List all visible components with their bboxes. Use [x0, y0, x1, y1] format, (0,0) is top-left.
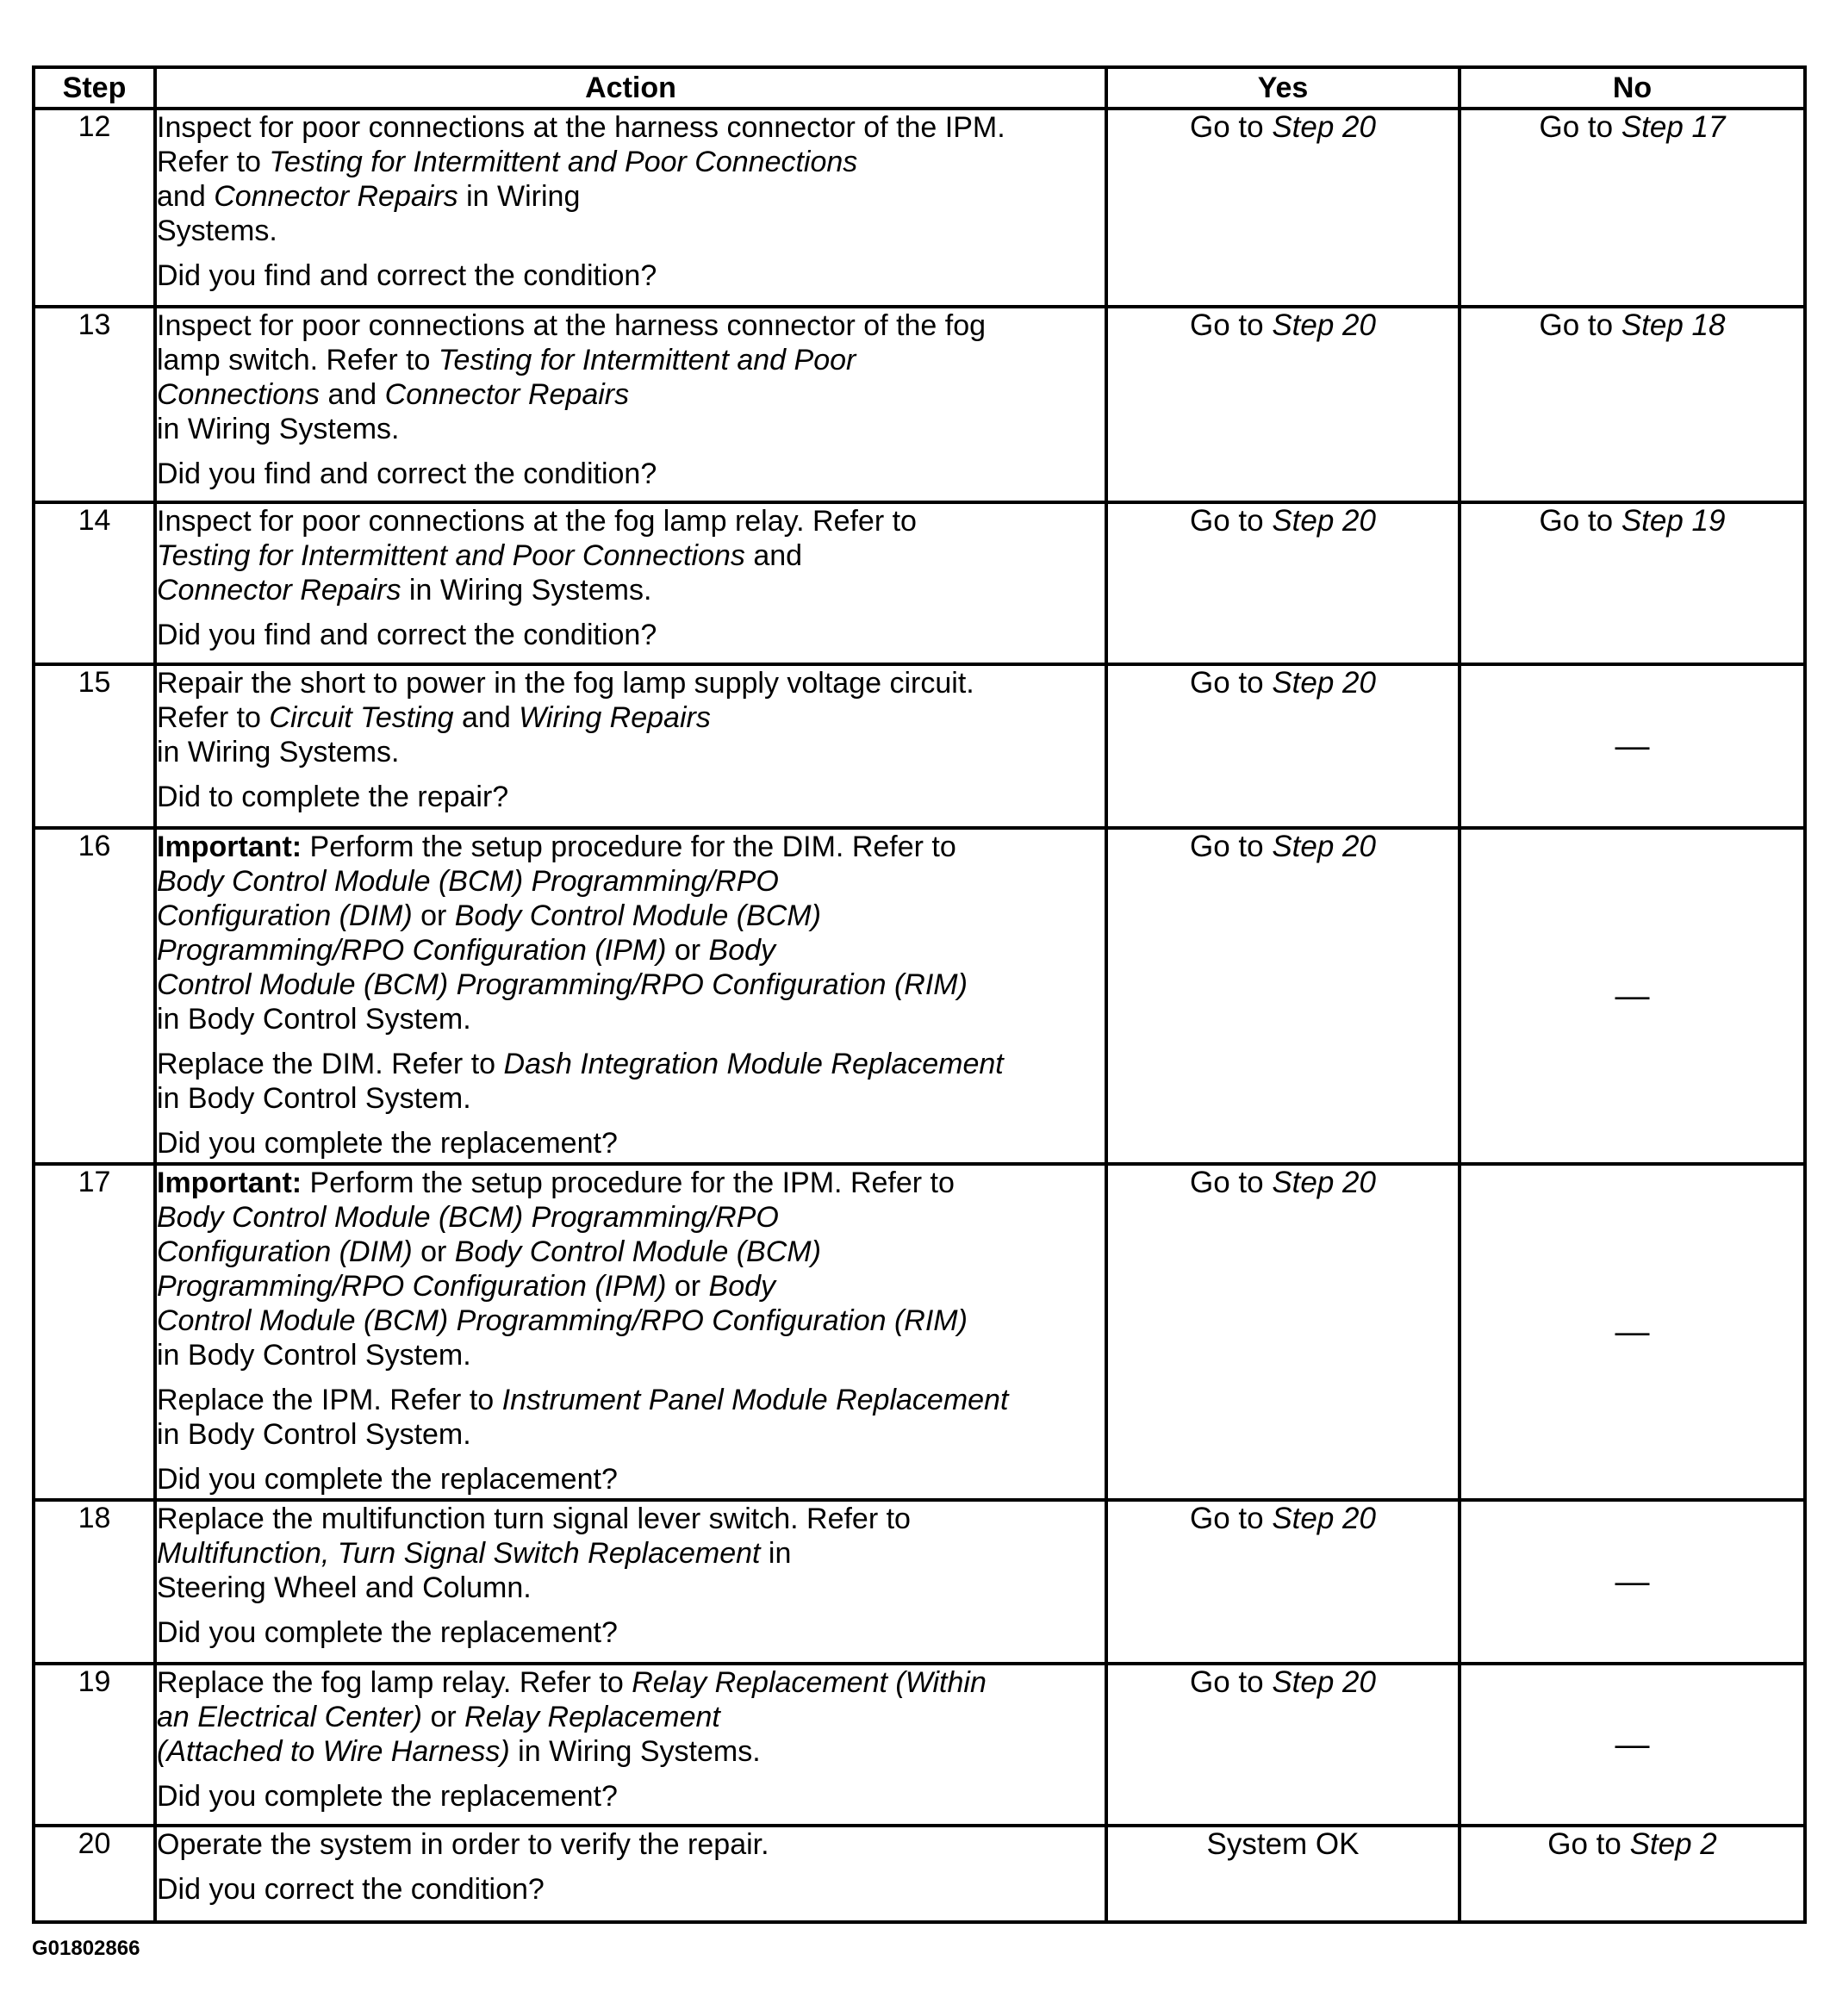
text-segment: in Wiring Systems.: [157, 180, 581, 247]
no-result: [1460, 1500, 1805, 1664]
text-segment: Perform the setup procedure for the IPM. Refer to: [309, 1167, 955, 1199]
action-paragraph: [157, 258, 1105, 293]
no-result: [1460, 1664, 1805, 1826]
text-segment: Step 20: [1272, 1166, 1376, 1199]
text-segment: Step 20: [1272, 1665, 1376, 1699]
table-row: [34, 1826, 1805, 1922]
action-cell: [155, 664, 1106, 828]
text-segment: —: [1615, 726, 1650, 765]
action-paragraph: [157, 504, 1105, 607]
diagnostic-table: [32, 65, 1807, 1924]
text-segment: or: [666, 1270, 709, 1303]
text-segment: in Body Control System.: [157, 1082, 471, 1115]
text-segment: and: [753, 539, 803, 572]
text-segment: Perform the setup procedure for the DIM. Refer to: [309, 831, 956, 863]
text-segment: Step 2: [1629, 1827, 1717, 1861]
text-segment: Replace the DIM. Refer to: [157, 1048, 504, 1080]
yes-result: [1106, 502, 1460, 664]
action-paragraph: [157, 1665, 1105, 1769]
text-segment: Go to: [1190, 504, 1273, 538]
step-number: 14: [34, 502, 155, 664]
text-segment: Multifunction, Turn Signal Switch Replacement: [157, 1537, 761, 1570]
text-segment: Did you find and correct the condition?: [157, 457, 657, 490]
step-number: 12: [34, 109, 155, 307]
figure-id: G01802866: [32, 1937, 140, 1960]
table-row: [34, 664, 1805, 828]
text-segment: and: [320, 378, 385, 411]
text-segment: —: [1615, 1562, 1650, 1601]
action-paragraph: [157, 1827, 1105, 1862]
text-segment: Step 20: [1272, 830, 1376, 863]
text-segment: in Wiring Systems.: [157, 413, 400, 445]
text-segment: in Steering Wheel and Column.: [157, 1537, 792, 1604]
step-number: 15: [34, 664, 155, 828]
text-segment: Body Control Module (BCM) Programming/RPO Configuration (RIM): [157, 1270, 968, 1337]
text-segment: Inspect for poor connections at the harness connector of the IPM. Refer to: [157, 111, 1005, 178]
text-segment: Relay Replacement (Attached to Wire Harness): [157, 1701, 720, 1768]
text-segment: Did you correct the condition?: [157, 1873, 545, 1906]
action-cell: [155, 109, 1106, 307]
text-segment: in Body Control System.: [157, 1339, 471, 1372]
header-no: No: [1460, 67, 1805, 109]
table-row: [34, 1500, 1805, 1664]
action-cell: [155, 307, 1106, 502]
text-segment: Step 20: [1272, 308, 1376, 342]
text-segment: Testing for Intermittent and Poor Connections: [157, 539, 745, 572]
text-segment: —: [1615, 976, 1650, 1015]
action-paragraph: [157, 618, 1105, 652]
text-segment: Replace the IPM. Refer to: [157, 1384, 502, 1416]
text-segment: Connector Repairs: [157, 574, 401, 607]
action-paragraph: [157, 666, 1105, 769]
text-segment: Connector Repairs: [384, 378, 630, 411]
step-number: 17: [34, 1164, 155, 1500]
action-cell: [155, 828, 1106, 1164]
text-segment: Go to: [1190, 1502, 1273, 1535]
header-yes: Yes: [1106, 67, 1460, 109]
action-paragraph: [157, 1779, 1105, 1814]
text-segment: Body Control Module (BCM) Programming/RPO Configuration (IPM): [157, 1235, 821, 1303]
text-segment: Did you complete the replacement?: [157, 1780, 618, 1813]
text-segment: Did you find and correct the condition?: [157, 619, 657, 651]
header-step: Step: [34, 67, 155, 109]
step-number: 19: [34, 1664, 155, 1826]
action-paragraph: [157, 1126, 1105, 1160]
no-result: [1460, 502, 1805, 664]
action-paragraph: [157, 308, 1105, 446]
action-cell: [155, 1826, 1106, 1922]
important-label: Important:: [157, 1167, 302, 1199]
text-segment: Inspect for poor connections at the harness connector of the fog lamp switch. Refer to: [157, 309, 987, 376]
text-segment: Go to: [1190, 830, 1273, 863]
text-segment: Go to: [1539, 110, 1621, 144]
text-segment: Go to: [1190, 1665, 1273, 1699]
text-segment: Instrument Panel Module Replacement: [501, 1384, 1009, 1416]
text-segment: Circuit Testing: [269, 701, 454, 734]
no-result: [1460, 1164, 1805, 1500]
text-segment: Repair the short to power in the fog lamp supply voltage circuit. Refer to: [157, 667, 974, 734]
text-segment: or: [412, 899, 455, 932]
text-segment: in Wiring Systems.: [401, 574, 652, 607]
text-segment: System OK: [1206, 1827, 1360, 1861]
text-segment: Did you find and correct the condition?: [157, 259, 657, 292]
text-segment: —: [1615, 1725, 1650, 1764]
important-label: Important:: [157, 831, 302, 863]
text-segment: in Body Control System.: [157, 1418, 471, 1451]
table-row: [34, 307, 1805, 502]
text-segment: Replace the multifunction turn signal lever switch. Refer to: [157, 1503, 911, 1535]
text-segment: Operate the system in order to verify the repair.: [157, 1828, 769, 1861]
step-number: 20: [34, 1826, 155, 1922]
yes-result: [1106, 1164, 1460, 1500]
action-paragraph: [157, 1872, 1105, 1907]
header-action: Action: [155, 67, 1106, 109]
action-paragraph: [157, 1383, 1105, 1452]
text-segment: and: [453, 701, 520, 734]
text-segment: Go to: [1190, 110, 1273, 144]
yes-result: [1106, 1500, 1460, 1664]
text-segment: or: [422, 1701, 465, 1733]
text-segment: Did you complete the replacement?: [157, 1463, 618, 1496]
text-segment: in Body Control System.: [157, 1003, 471, 1036]
header-row: [34, 67, 1805, 109]
text-segment: Replace the fog lamp relay. Refer to: [157, 1666, 632, 1699]
text-segment: Body Control Module (BCM) Programming/RPO Configuration (IPM): [157, 899, 821, 967]
action-cell: [155, 1164, 1106, 1500]
text-segment: Body Control Module (BCM) Programming/RPO Configuration (RIM): [157, 934, 968, 1001]
no-result: [1460, 307, 1805, 502]
text-segment: Go to: [1190, 1166, 1273, 1199]
text-segment: Go to: [1190, 666, 1273, 700]
yes-result: [1106, 828, 1460, 1164]
text-segment: Testing for Intermittent and Poor Connections: [269, 146, 858, 178]
action-paragraph: [157, 1166, 1105, 1372]
no-result: [1460, 664, 1805, 828]
text-segment: or: [666, 934, 709, 967]
no-result: [1460, 828, 1805, 1164]
action-cell: [155, 1500, 1106, 1664]
text-segment: —: [1615, 1312, 1650, 1351]
text-segment: Step 19: [1621, 504, 1726, 538]
text-segment: Inspect for poor connections at the fog lamp relay. Refer to: [157, 505, 917, 538]
text-segment: Did you complete the replacement?: [157, 1127, 618, 1160]
action-paragraph: [157, 457, 1105, 491]
text-segment: and: [157, 180, 206, 213]
text-segment: Body Control Module (BCM) Programming/RPO Configuration (DIM): [157, 1201, 779, 1268]
text-segment: Did to complete the repair?: [157, 781, 509, 813]
text-segment: Go to: [1190, 308, 1273, 342]
step-number: 13: [34, 307, 155, 502]
step-number: 16: [34, 828, 155, 1164]
yes-result: [1106, 109, 1460, 307]
text-segment: Step 20: [1272, 504, 1376, 538]
text-segment: Body Control Module (BCM) Programming/RPO Configuration (DIM): [157, 865, 779, 932]
no-result: [1460, 1826, 1805, 1922]
text-segment: Testing for Intermittent and Poor Connections: [157, 344, 856, 411]
text-segment: Step 17: [1621, 110, 1726, 144]
text-segment: Dash Integration Module Replacement: [503, 1048, 1004, 1080]
action-cell: [155, 1664, 1106, 1826]
text-segment: Go to: [1547, 1827, 1630, 1861]
action-paragraph: [157, 780, 1105, 814]
table-row: [34, 109, 1805, 307]
action-paragraph: [157, 1502, 1105, 1605]
action-paragraph: [157, 1462, 1105, 1496]
table-row: [34, 502, 1805, 664]
text-segment: Wiring Repairs: [519, 701, 711, 734]
yes-result: [1106, 1664, 1460, 1826]
text-segment: Step 20: [1272, 1502, 1376, 1535]
table-row: [34, 1664, 1805, 1826]
action-paragraph: [157, 110, 1105, 248]
yes-result: [1106, 307, 1460, 502]
text-segment: in Wiring Systems.: [157, 736, 400, 768]
text-segment: or: [412, 1235, 455, 1268]
table-body: [34, 109, 1805, 1922]
yes-result: [1106, 1826, 1460, 1922]
text-segment: Go to: [1539, 308, 1621, 342]
table-row: [34, 1164, 1805, 1500]
action-paragraph: [157, 1615, 1105, 1650]
yes-result: [1106, 664, 1460, 828]
action-paragraph: [157, 830, 1105, 1036]
text-segment: Did you complete the replacement?: [157, 1616, 618, 1649]
text-segment: Step 20: [1272, 110, 1376, 144]
no-result: [1460, 109, 1805, 307]
action-paragraph: [157, 1047, 1105, 1116]
text-segment: Go to: [1539, 504, 1621, 538]
table-row: [34, 828, 1805, 1164]
text-segment: Step 20: [1272, 666, 1376, 700]
text-segment: Connector Repairs: [214, 180, 458, 213]
text-segment: Relay Replacement (Within an Electrical Center): [157, 1666, 987, 1733]
action-cell: [155, 502, 1106, 664]
text-segment: Step 18: [1621, 308, 1726, 342]
step-number: 18: [34, 1500, 155, 1664]
text-segment: in Wiring Systems.: [509, 1735, 761, 1768]
